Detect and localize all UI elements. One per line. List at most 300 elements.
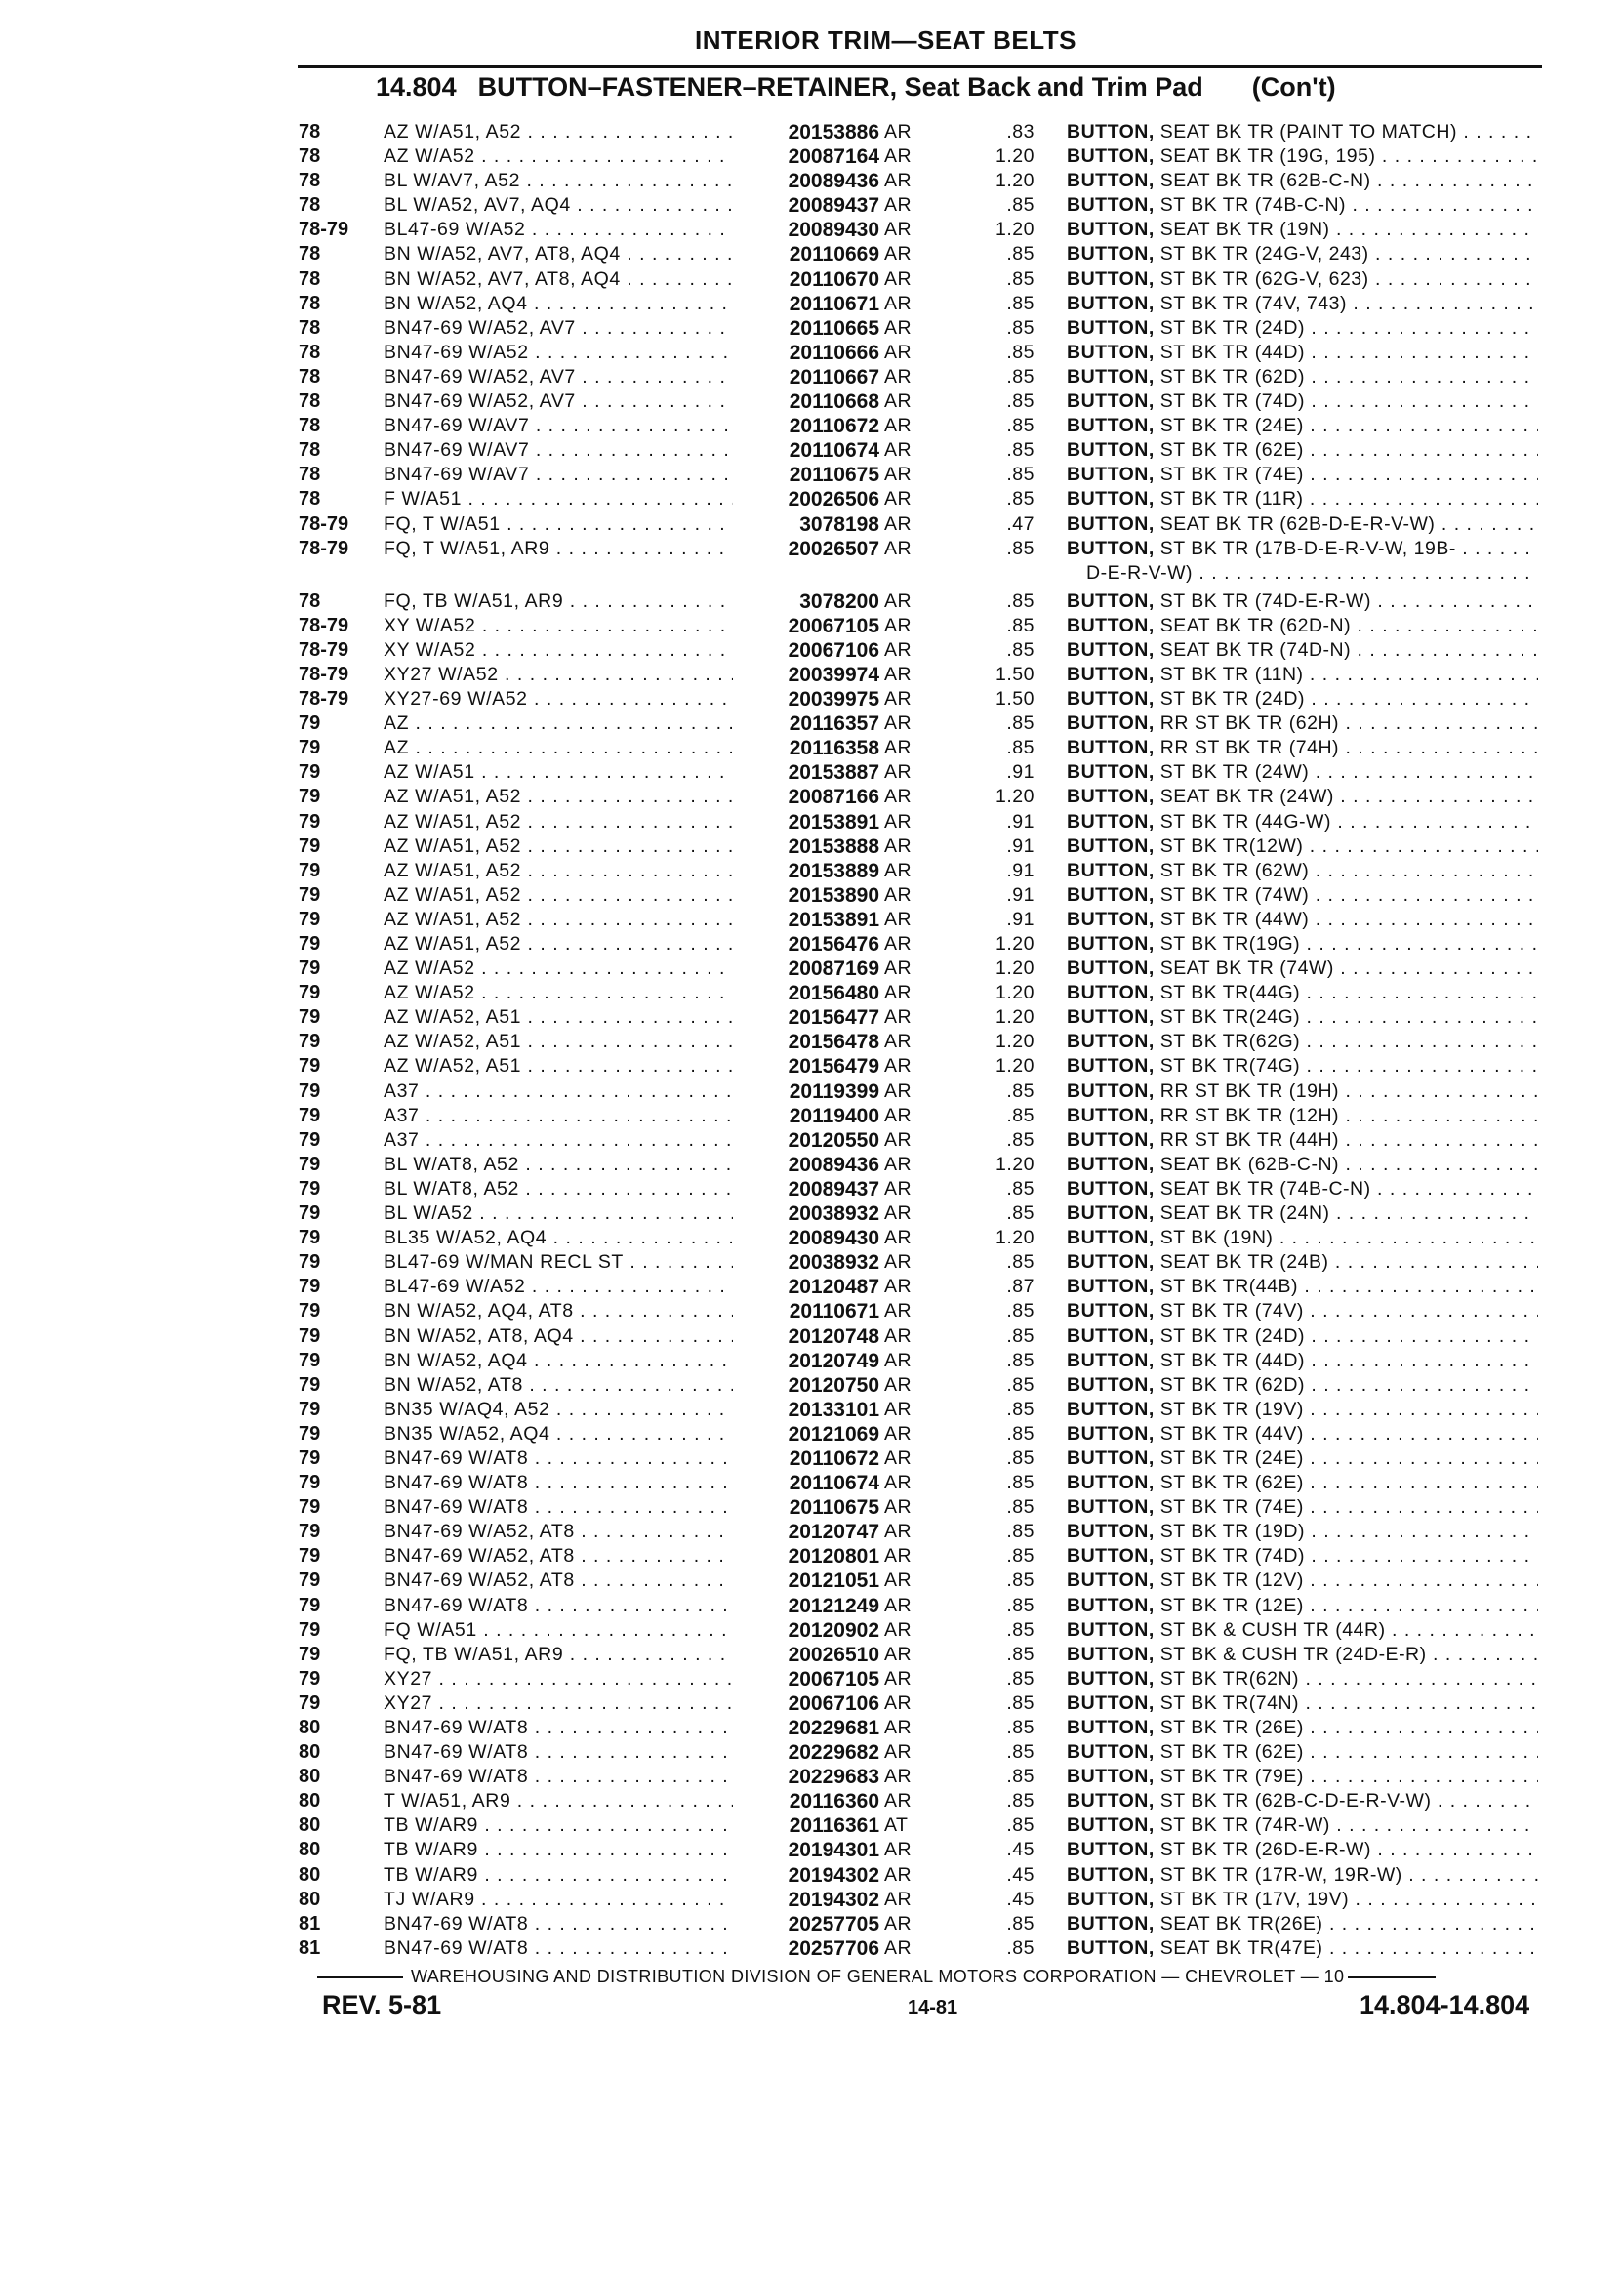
price: .85 bbox=[1006, 1643, 1035, 1665]
quantity: AR bbox=[884, 1104, 913, 1126]
description bbox=[1067, 1250, 1538, 1275]
description-text: ST BK TR (24W) bbox=[1154, 761, 1310, 784]
price: .85 bbox=[1006, 1422, 1035, 1445]
part-number: 20110675 bbox=[789, 1496, 879, 1520]
description bbox=[1067, 169, 1538, 193]
description bbox=[1067, 810, 1538, 835]
description-text: ST BK TR (12V) bbox=[1154, 1569, 1304, 1592]
description-keyword: BUTTON, bbox=[1067, 1936, 1155, 1959]
description-text: ST BK TR (62E) bbox=[1154, 439, 1304, 462]
description bbox=[1067, 1765, 1538, 1789]
price: .85 bbox=[1006, 439, 1035, 462]
description-keyword: BUTTON, bbox=[1067, 883, 1155, 906]
price: .47 bbox=[1006, 512, 1035, 535]
description bbox=[1067, 859, 1538, 883]
quantity: AR bbox=[884, 1079, 913, 1102]
description bbox=[1067, 981, 1538, 1005]
description-text: ST BK & CUSH TR (24D-E-R) bbox=[1154, 1643, 1427, 1665]
description-keyword: BUTTON, bbox=[1067, 761, 1155, 784]
description-text: ST BK TR (74B-C-N) bbox=[1154, 194, 1347, 217]
description-text: SEAT BK TR(47E) bbox=[1154, 1936, 1323, 1959]
description-keyword: BUTTON, bbox=[1067, 1276, 1155, 1298]
table-row bbox=[0, 1765, 1624, 1789]
application: BN47-69 W/A52, AT8 . . . bbox=[384, 1544, 733, 1568]
quantity: AR bbox=[884, 1521, 913, 1543]
model-year: 78 bbox=[299, 145, 321, 168]
part-number: 20153886 bbox=[788, 121, 879, 143]
table-row bbox=[0, 1324, 1624, 1349]
quantity: AR bbox=[884, 439, 913, 462]
model-year: 79 bbox=[299, 1594, 321, 1616]
description-text: ST BK TR(62G) bbox=[1154, 1031, 1301, 1053]
quantity: AR bbox=[884, 786, 913, 808]
description bbox=[1067, 1568, 1538, 1593]
table-row bbox=[0, 267, 1624, 292]
model-year: 80 bbox=[299, 1766, 321, 1788]
price: .85 bbox=[1006, 488, 1035, 510]
description-text: ST BK TR (19V) bbox=[1154, 1398, 1304, 1420]
application: BN47-69 W/A52, AV7 . . . bbox=[384, 316, 733, 341]
description-keyword: BUTTON, bbox=[1067, 194, 1155, 217]
part-number: 20110666 bbox=[789, 341, 879, 364]
model-year: 79 bbox=[299, 1496, 321, 1519]
quantity: AR bbox=[884, 488, 913, 510]
description-text: ST BK TR (74V) bbox=[1154, 1300, 1304, 1323]
part-number: 20089436 bbox=[788, 1153, 879, 1176]
description-text: ST BK TR (17B-D-E-R-V-W, 19B- bbox=[1154, 537, 1456, 559]
description-keyword: BUTTON, bbox=[1067, 219, 1155, 241]
table-row bbox=[0, 1398, 1624, 1422]
price: .85 bbox=[1006, 1177, 1035, 1200]
model-year: 79 bbox=[299, 1521, 321, 1543]
quantity: AR bbox=[884, 737, 913, 759]
description-text: ST BK TR (24E) bbox=[1154, 1446, 1304, 1469]
table-row bbox=[0, 1226, 1624, 1250]
description bbox=[1067, 1888, 1538, 1912]
application: BN47-69 W/A52 . . . bbox=[384, 341, 733, 365]
description bbox=[1067, 1226, 1538, 1250]
description-keyword: BUTTON, bbox=[1067, 365, 1155, 387]
description-text: ST BK TR (62W) bbox=[1154, 859, 1310, 881]
description-text: SEAT BK TR (74D-N) bbox=[1154, 638, 1352, 661]
quantity: AR bbox=[884, 688, 913, 711]
description-keyword: BUTTON, bbox=[1067, 170, 1155, 192]
application: XY27 W/A52 . . . bbox=[384, 663, 733, 687]
description bbox=[1067, 292, 1538, 316]
quantity: AR bbox=[884, 1177, 913, 1200]
part-number: 20110671 bbox=[789, 1300, 879, 1323]
part-number: 20229682 bbox=[788, 1741, 879, 1765]
description bbox=[1067, 712, 1538, 736]
quantity: AR bbox=[884, 415, 913, 437]
price: .85 bbox=[1006, 1496, 1035, 1519]
table-row bbox=[0, 908, 1624, 932]
price: .85 bbox=[1006, 1667, 1035, 1690]
application: BN35 W/A52, AQ4 . . . bbox=[384, 1422, 733, 1446]
application: BL47-69 W/A52 . . . bbox=[384, 1275, 733, 1299]
description-text: ST BK TR (62D) bbox=[1154, 365, 1305, 387]
part-number: 20039975 bbox=[788, 688, 879, 712]
application: FQ, T W/A51 . . . bbox=[384, 512, 733, 537]
price: .85 bbox=[1006, 1398, 1035, 1420]
description bbox=[1067, 1104, 1538, 1128]
description bbox=[1067, 389, 1538, 414]
part-number: 20121249 bbox=[788, 1594, 879, 1617]
model-year: 78 bbox=[299, 170, 321, 192]
price: .85 bbox=[1006, 292, 1035, 314]
model-year: 79 bbox=[299, 1349, 321, 1371]
table-row bbox=[0, 810, 1624, 835]
application: AZ W/A51, A52 . . . bbox=[384, 908, 733, 932]
description bbox=[1067, 687, 1538, 712]
model-year: 79 bbox=[299, 982, 321, 1004]
quantity: AR bbox=[884, 638, 913, 661]
model-year: 81 bbox=[299, 1936, 321, 1959]
description-text: ST BK TR (79E) bbox=[1154, 1766, 1304, 1788]
part-number: 20116360 bbox=[789, 1790, 879, 1813]
description bbox=[1067, 614, 1538, 638]
price: .91 bbox=[1006, 835, 1035, 857]
part-number: 20110674 bbox=[789, 439, 879, 463]
quantity: AR bbox=[884, 712, 913, 735]
description-keyword: BUTTON, bbox=[1067, 1104, 1155, 1126]
description-text: SEAT BK TR (74W) bbox=[1154, 957, 1334, 980]
table-row bbox=[0, 242, 1624, 266]
description-keyword: BUTTON, bbox=[1067, 1153, 1155, 1175]
part-number: 20153891 bbox=[788, 810, 879, 834]
description-text: ST BK TR (17V, 19V) bbox=[1154, 1888, 1350, 1910]
description-keyword: BUTTON, bbox=[1067, 663, 1155, 685]
part-number: 20110671 bbox=[789, 292, 879, 315]
description-text: SEAT BK TR (62D-N) bbox=[1154, 614, 1352, 636]
model-year: 79 bbox=[299, 1251, 321, 1274]
description-text: ST BK TR (12E) bbox=[1154, 1594, 1304, 1616]
description-text: ST BK TR (62E) bbox=[1154, 1741, 1304, 1764]
description-keyword: BUTTON, bbox=[1067, 537, 1155, 559]
quantity: AR bbox=[884, 859, 913, 881]
quantity: AR bbox=[884, 194, 913, 217]
description-keyword: BUTTON, bbox=[1067, 1741, 1155, 1764]
price: 1.20 bbox=[995, 982, 1035, 1004]
price: .85 bbox=[1006, 1912, 1035, 1934]
quantity: AR bbox=[884, 1055, 913, 1078]
price: 1.20 bbox=[995, 1153, 1035, 1175]
description-keyword: BUTTON, bbox=[1067, 1055, 1155, 1078]
part-number: 20087166 bbox=[788, 786, 879, 809]
price: .91 bbox=[1006, 761, 1035, 784]
quantity: AR bbox=[884, 1006, 913, 1029]
description bbox=[1067, 1544, 1538, 1568]
quantity: AR bbox=[884, 170, 913, 192]
description-text: ST BK TR (44G-W) bbox=[1154, 810, 1331, 833]
part-number: 20257706 bbox=[788, 1936, 879, 1960]
quantity: AR bbox=[884, 1717, 913, 1738]
application: AZ W/A51, A52 . . . bbox=[384, 859, 733, 883]
price: 1.20 bbox=[995, 1227, 1035, 1249]
table-row bbox=[0, 537, 1624, 561]
description-text: SEAT BK TR (24W) bbox=[1154, 786, 1334, 808]
table-row bbox=[0, 1446, 1624, 1471]
price: 1.20 bbox=[995, 933, 1035, 955]
price: 1.20 bbox=[995, 1006, 1035, 1029]
price: .85 bbox=[1006, 614, 1035, 636]
table-row bbox=[0, 144, 1624, 169]
description-keyword: BUTTON, bbox=[1067, 1373, 1155, 1396]
application: BL47-69 W/MAN RECL ST . . . bbox=[384, 1250, 733, 1275]
application: BN47-69 W/AT8 . . . bbox=[384, 1740, 733, 1765]
description-text: RR ST BK TR (44H) bbox=[1154, 1128, 1340, 1151]
model-year: 80 bbox=[299, 1717, 321, 1738]
description bbox=[1067, 1667, 1538, 1691]
description-keyword: BUTTON, bbox=[1067, 1128, 1155, 1151]
section-cont: (Con't) bbox=[1251, 72, 1336, 102]
description-keyword: BUTTON, bbox=[1067, 1031, 1155, 1053]
description-text: ST BK TR (26D-E-R-W) bbox=[1154, 1839, 1371, 1861]
application: AZ . . . bbox=[384, 736, 733, 760]
table-row bbox=[0, 1079, 1624, 1104]
description-keyword: BUTTON, bbox=[1067, 712, 1155, 735]
description-keyword: BUTTON, bbox=[1067, 908, 1155, 930]
description-text: SEAT BK (62B-C-N) bbox=[1154, 1153, 1340, 1175]
description bbox=[1067, 1054, 1538, 1079]
description-keyword: BUTTON, bbox=[1067, 243, 1155, 265]
quantity: AR bbox=[884, 1472, 913, 1494]
model-year: 79 bbox=[299, 1667, 321, 1690]
part-number: 20110674 bbox=[789, 1472, 879, 1495]
price: .85 bbox=[1006, 365, 1035, 387]
part-number: 20156478 bbox=[788, 1031, 879, 1054]
description-keyword: BUTTON, bbox=[1067, 590, 1155, 612]
description-keyword: BUTTON, bbox=[1067, 439, 1155, 462]
quantity: AR bbox=[884, 1446, 913, 1469]
description-text: ST BK TR (24E) bbox=[1154, 415, 1304, 437]
table-row bbox=[0, 218, 1624, 242]
quantity: AR bbox=[884, 1398, 913, 1420]
description bbox=[1067, 785, 1538, 809]
description bbox=[1067, 1495, 1538, 1520]
description-text: ST BK TR(12W) bbox=[1154, 835, 1304, 857]
model-year: 78 bbox=[299, 243, 321, 265]
description-keyword: BUTTON, bbox=[1067, 859, 1155, 881]
description-keyword: BUTTON, bbox=[1067, 1814, 1155, 1837]
quantity: AR bbox=[884, 464, 913, 486]
table-row bbox=[0, 512, 1624, 537]
table-row bbox=[0, 1912, 1624, 1936]
table-row bbox=[0, 120, 1624, 144]
description bbox=[1067, 414, 1538, 438]
application: TJ W/AR9 . . . bbox=[384, 1888, 733, 1912]
description bbox=[1067, 1789, 1538, 1813]
part-number: 20120801 bbox=[788, 1545, 879, 1568]
description-keyword: BUTTON, bbox=[1067, 638, 1155, 661]
table-row bbox=[0, 1104, 1624, 1128]
application: A37 . . . bbox=[384, 1079, 733, 1104]
model-year: 79 bbox=[299, 1324, 321, 1347]
quantity: AR bbox=[884, 243, 913, 265]
application: XY W/A52 . . . bbox=[384, 614, 733, 638]
part-number: 3078200 bbox=[799, 590, 879, 613]
part-number: 20120749 bbox=[788, 1349, 879, 1372]
description-keyword: BUTTON, bbox=[1067, 737, 1155, 759]
part-number: 20089430 bbox=[788, 219, 879, 242]
description-keyword: BUTTON, bbox=[1067, 316, 1155, 339]
price: 1.20 bbox=[995, 145, 1035, 168]
quantity: AR bbox=[884, 1766, 913, 1788]
description-text: ST BK (19N) bbox=[1154, 1227, 1274, 1249]
model-year: 78 bbox=[299, 121, 321, 142]
description bbox=[1067, 1643, 1538, 1667]
part-number: 20153891 bbox=[788, 908, 879, 931]
part-number: 20194302 bbox=[788, 1863, 879, 1887]
description-text: ST BK TR(44G) bbox=[1154, 982, 1301, 1004]
application: BN W/A52, AQ4 . . . bbox=[384, 1349, 733, 1373]
quantity: AR bbox=[884, 1594, 913, 1616]
application: BN W/A52, AQ4, AT8 . . . bbox=[384, 1299, 733, 1323]
description-text: ST BK TR (62B-C-D-E-R-V-W) bbox=[1154, 1790, 1432, 1812]
model-year: 78 bbox=[299, 439, 321, 462]
description bbox=[1067, 1275, 1538, 1299]
description bbox=[1067, 1838, 1538, 1862]
description-keyword: BUTTON, bbox=[1067, 1790, 1155, 1812]
table-row bbox=[0, 169, 1624, 193]
model-year: 79 bbox=[299, 761, 321, 784]
description bbox=[1067, 487, 1538, 511]
model-year: 80 bbox=[299, 1814, 321, 1837]
price: .85 bbox=[1006, 1521, 1035, 1543]
model-year: 78-79 bbox=[299, 638, 349, 661]
table-row bbox=[0, 663, 1624, 687]
table-row bbox=[0, 463, 1624, 487]
description-keyword: BUTTON, bbox=[1067, 1717, 1155, 1738]
price: 1.20 bbox=[995, 170, 1035, 192]
table-row bbox=[0, 883, 1624, 908]
description-text: ST BK TR (74D-E-R-W) bbox=[1154, 590, 1371, 612]
description-keyword: BUTTON, bbox=[1067, 688, 1155, 711]
price: .85 bbox=[1006, 415, 1035, 437]
table-row bbox=[0, 1422, 1624, 1446]
part-number: 20229681 bbox=[788, 1717, 879, 1739]
application: TB W/AR9 . . . bbox=[384, 1863, 733, 1888]
table-row bbox=[0, 316, 1624, 341]
table-row bbox=[0, 1838, 1624, 1862]
model-year: 78 bbox=[299, 194, 321, 217]
price: .85 bbox=[1006, 1766, 1035, 1788]
section-name: BUTTON–FASTENER–RETAINER, Seat Back and Trim Pad bbox=[477, 72, 1203, 102]
price: 1.20 bbox=[995, 786, 1035, 808]
part-number: 20116357 bbox=[789, 712, 879, 736]
table-row bbox=[0, 981, 1624, 1005]
table-row bbox=[0, 365, 1624, 389]
price: .91 bbox=[1006, 883, 1035, 906]
description-text: ST BK TR(24G) bbox=[1154, 1006, 1301, 1029]
table-row bbox=[0, 957, 1624, 981]
price: .85 bbox=[1006, 1618, 1035, 1641]
price: .85 bbox=[1006, 537, 1035, 559]
description-text: RR ST BK TR (19H) bbox=[1154, 1079, 1340, 1102]
model-year: 78 bbox=[299, 292, 321, 314]
part-number: 20153888 bbox=[788, 835, 879, 858]
application: AZ W/A51, A52 . . . bbox=[384, 835, 733, 859]
price: 1.20 bbox=[995, 1031, 1035, 1053]
application: AZ W/A52 . . . bbox=[384, 144, 733, 169]
price: .45 bbox=[1006, 1888, 1035, 1910]
application: AZ W/A52, A51 . . . bbox=[384, 1005, 733, 1030]
table-row bbox=[0, 785, 1624, 809]
price: .85 bbox=[1006, 1349, 1035, 1371]
description bbox=[1067, 908, 1538, 932]
model-year: 78-79 bbox=[299, 219, 349, 241]
price: .85 bbox=[1006, 316, 1035, 339]
table-row bbox=[0, 1005, 1624, 1030]
part-number: 20038932 bbox=[788, 1251, 879, 1275]
part-number: 20120487 bbox=[788, 1276, 879, 1299]
model-year: 78-79 bbox=[299, 614, 349, 636]
model-year: 79 bbox=[299, 933, 321, 955]
description bbox=[1067, 736, 1538, 760]
price: .85 bbox=[1006, 1545, 1035, 1568]
quantity: AR bbox=[884, 1422, 913, 1445]
application: A37 . . . bbox=[384, 1128, 733, 1153]
table-row bbox=[0, 1667, 1624, 1691]
model-year: 79 bbox=[299, 1202, 321, 1225]
application: BL47-69 W/A52 . . . bbox=[384, 218, 733, 242]
description-continuation: D-E-R-V-W) . . . bbox=[1086, 561, 1538, 586]
description-keyword: BUTTON, bbox=[1067, 390, 1155, 413]
description-keyword: BUTTON, bbox=[1067, 1766, 1155, 1788]
price: .85 bbox=[1006, 1569, 1035, 1592]
part-number: 20116358 bbox=[789, 737, 879, 760]
part-number: 20120747 bbox=[788, 1521, 879, 1544]
description bbox=[1067, 1128, 1538, 1153]
quantity: AR bbox=[884, 1790, 913, 1812]
description-text: ST BK TR (74D) bbox=[1154, 390, 1305, 413]
table-row bbox=[0, 712, 1624, 736]
part-number: 20087169 bbox=[788, 957, 879, 981]
application: AZ W/A51, A52 . . . bbox=[384, 810, 733, 835]
table-row bbox=[0, 1275, 1624, 1299]
part-number: 20194301 bbox=[788, 1839, 879, 1862]
model-year: 79 bbox=[299, 1153, 321, 1175]
description bbox=[1067, 463, 1538, 487]
quantity: AR bbox=[884, 1667, 913, 1690]
quantity: AR bbox=[884, 1373, 913, 1396]
application: BN47-69 W/AV7 . . . bbox=[384, 463, 733, 487]
application: A37 . . . bbox=[384, 1104, 733, 1128]
part-number: 20089437 bbox=[788, 194, 879, 218]
quantity: AR bbox=[884, 1888, 913, 1910]
application: BN47-69 W/AT8 . . . bbox=[384, 1495, 733, 1520]
description bbox=[1067, 1691, 1538, 1716]
table-row bbox=[0, 1643, 1624, 1667]
description-keyword: BUTTON, bbox=[1067, 1006, 1155, 1029]
table-row bbox=[0, 932, 1624, 957]
table-row bbox=[0, 614, 1624, 638]
table-row bbox=[0, 1495, 1624, 1520]
part-number: 20110672 bbox=[789, 415, 879, 438]
application: BN47-69 W/AV7 . . . bbox=[384, 438, 733, 463]
model-year: 78 bbox=[299, 267, 321, 290]
model-year: 79 bbox=[299, 737, 321, 759]
description-keyword: BUTTON, bbox=[1067, 957, 1155, 980]
description-text: SEAT BK TR (74B-C-N) bbox=[1154, 1177, 1371, 1200]
application: BN47-69 W/A52, AV7 . . . bbox=[384, 365, 733, 389]
application: BN W/A52, AV7, AT8, AQ4 . . . bbox=[384, 267, 733, 292]
quantity: AR bbox=[884, 121, 913, 142]
quantity: AR bbox=[884, 810, 913, 833]
quantity: AR bbox=[884, 1936, 913, 1959]
quantity: AR bbox=[884, 1863, 913, 1886]
price: .85 bbox=[1006, 390, 1035, 413]
